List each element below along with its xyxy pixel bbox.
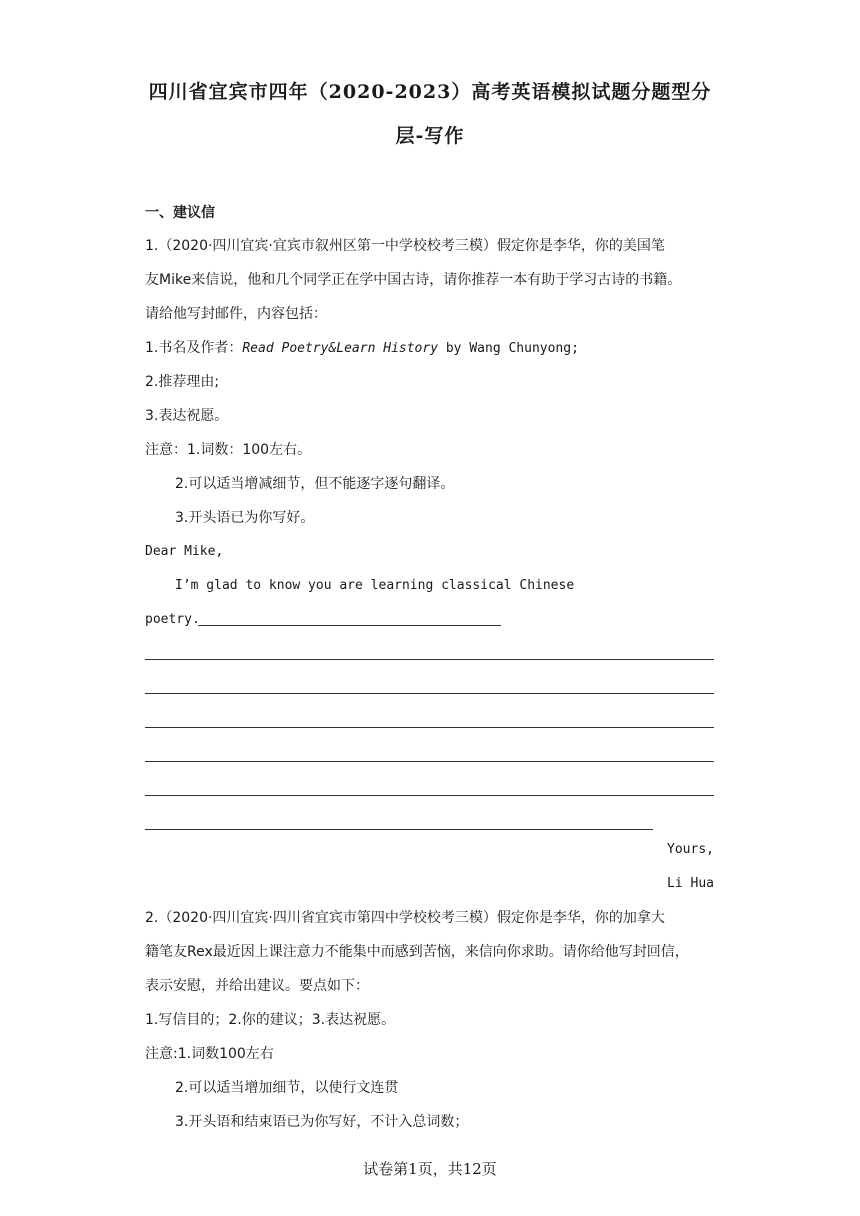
- q1-item-3: 3.表达祝愿。: [145, 408, 229, 424]
- answer-line: [145, 795, 714, 796]
- q1-opening: I’m glad to know you are learning classical Chinese: [175, 578, 575, 593]
- page-footer: 试卷第1页，共12页: [363, 1160, 497, 1178]
- q1-note-1: 注意：1.词数：100左右。: [145, 442, 312, 458]
- q2-note-1: 注意:1.词数100左右: [145, 1046, 274, 1062]
- q1-opening-cont: poetry.: [145, 612, 200, 627]
- q2-note-2: 2.可以适当增加细节，以使行文连贯: [175, 1080, 399, 1096]
- answer-line: [198, 625, 501, 626]
- answer-line: [145, 727, 714, 728]
- answer-line: [145, 829, 653, 830]
- q2-text-line-1: 2.（2020·四川宜宾·四川省宜宾市第四中学校校考三模）假定你是李华，你的加拿大: [145, 910, 665, 926]
- page-title-line-2: 层-写作: [395, 125, 465, 147]
- q2-points: 1.写信目的；2.你的建议；3.表达祝愿。: [145, 1012, 396, 1028]
- q1-text-line-1: 1.（2020·四川宜宾·宜宾市叙州区第一中学校校考三模）假定你是李华，你的美国笔: [145, 238, 665, 254]
- page-title-line-1: 四川省宜宾市四年（2020-2023）高考英语模拟试题分题型分: [148, 81, 712, 103]
- q1-text-line-2: 友Mike来信说，他和几个同学正在学中国古诗，请你推荐一本有助于学习古诗的书籍。: [145, 272, 682, 288]
- q1-closing-yours: Yours,: [667, 842, 714, 857]
- q2-text-line-2: 籍笔友Rex最近因上课注意力不能集中而感到苦恼，来信向你求助。请你给他写封回信，: [145, 944, 689, 960]
- answer-line: [145, 659, 714, 660]
- q1-item-1: [145, 338, 579, 359]
- q1-salutation: Dear Mike,: [145, 544, 224, 559]
- q2-text-line-3: 表示安慰，并给出建议。要点如下：: [145, 978, 369, 994]
- q1-item-1-prefix: 1.书名及作者：: [145, 340, 243, 356]
- q1-book-author: by Wang Chunyong;: [438, 341, 579, 356]
- q1-text-line-3: 请给他写封邮件，内容包括：: [145, 306, 327, 322]
- q2-note-3: 3.开头语和结束语已为你写好，不计入总词数；: [175, 1114, 469, 1130]
- answer-line: [145, 693, 714, 694]
- section-heading: 一、建议信: [145, 205, 215, 221]
- q1-item-2: 2.推荐理由;: [145, 374, 220, 390]
- q1-closing-name: Li Hua: [667, 876, 714, 891]
- q1-note-2: 2.可以适当增减细节，但不能逐字逐句翻译。: [175, 476, 455, 492]
- answer-line: [145, 761, 714, 762]
- q1-note-3: 3.开头语已为你写好。: [175, 510, 315, 526]
- q1-book-title: Read Poetry&Learn History: [242, 341, 439, 356]
